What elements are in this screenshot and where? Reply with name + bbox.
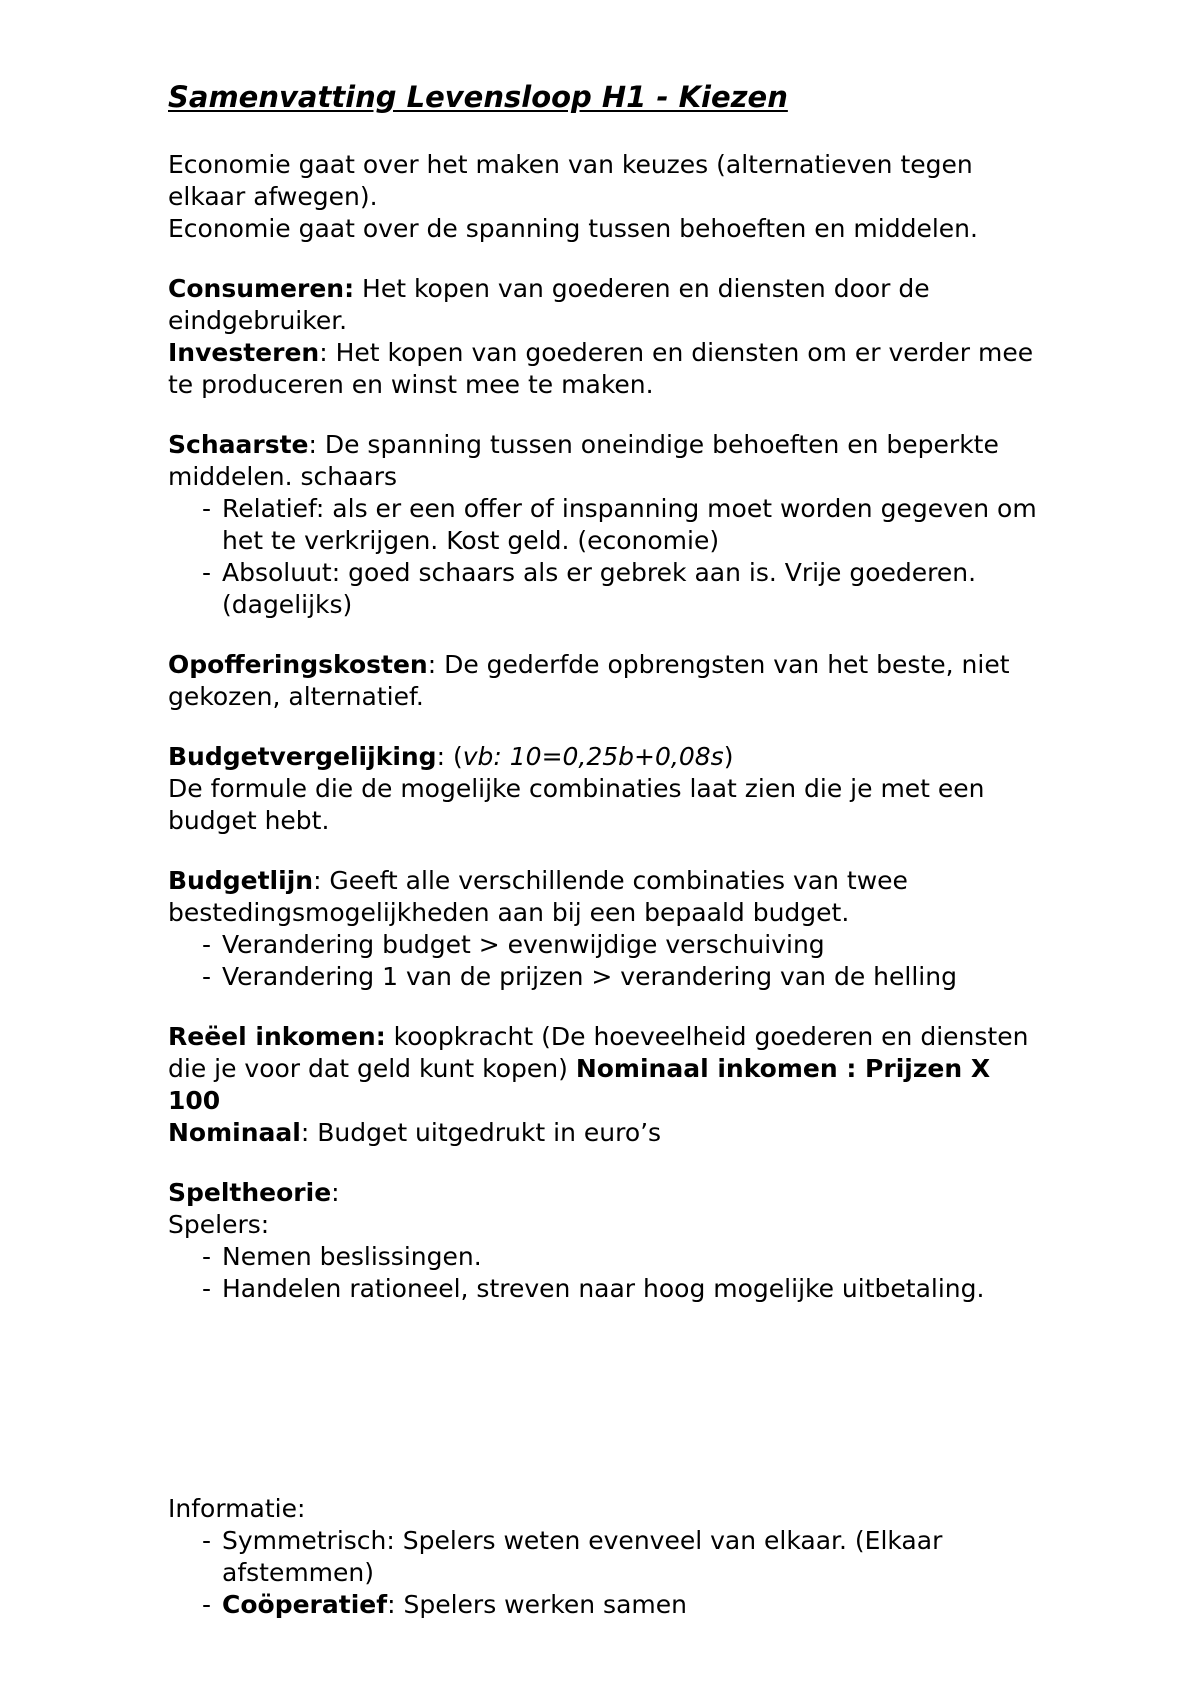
informatie-list [168, 1525, 1048, 1621]
nominaal-inkomen-formula: Nominaal inkomen : Prijzen X 100 [168, 1054, 991, 1115]
budgetlijn-term: Budgetlijn [168, 866, 314, 895]
list-item: - Coöperatief: Spelers werken samen [202, 1589, 1048, 1621]
nominaal-text: : Budget uitgedrukt in euro’s [300, 1118, 662, 1147]
nominaal-definition [168, 1117, 1048, 1149]
budgetlijn-list [168, 929, 1048, 993]
list-item: - Verandering budget > evenwijdige verschuiving [202, 929, 1048, 961]
intro-line-1: Economie gaat over het maken van keuzes (alternatieven tegen elkaar afwegen). [168, 150, 973, 211]
opofferingskosten-term: Opofferingskosten [168, 650, 428, 679]
cooperatief-term: Coöperatief [222, 1590, 388, 1619]
page-title: Samenvatting Levensloop H1 - Kiezen [168, 80, 788, 114]
consumeren-text: Het kopen van goederen en diensten door de eindgebruiker. [168, 274, 930, 335]
list-item: - Nemen beslissingen. [202, 1241, 1048, 1273]
schaarste-list [168, 493, 1048, 621]
spelers-list [168, 1241, 1048, 1305]
consumeren-term: Consumeren: [168, 274, 355, 303]
budgetvergelijking-definition: Budgetvergelijking: (vb: 10=0,25b+0,08s) [168, 742, 734, 771]
reeel-inkomen-definition [168, 1021, 1048, 1117]
schaarste-definition [168, 429, 1048, 493]
budgetlijn-definition [168, 865, 1048, 929]
investeren-text: : Het kopen van goederen en diensten om er verder mee te produceren en winst mee te maken. [168, 338, 1034, 399]
intro-line-2: Economie gaat over de spanning tussen behoeften en middelen. [168, 214, 978, 243]
speltheorie-heading: Speltheorie: [168, 1178, 340, 1207]
consumeren-definition [168, 273, 1048, 337]
document-body [168, 149, 1048, 1621]
investeren-definition [168, 337, 1048, 401]
budgetlijn-text: : Geeft alle verschillende combinaties van twee bestedingsmogelijkheden aan bij een bepaald budget. [168, 866, 908, 927]
nominaal-term: Nominaal [168, 1118, 301, 1147]
schaarste-text: : De spanning tussen oneindige behoeften en beperkte middelen. schaars [168, 430, 999, 491]
list-item: - Absoluut: goed schaars als er gebrek aan is. Vrije goederen. (dagelijks) [202, 557, 1048, 621]
investeren-term: Investeren [168, 338, 320, 367]
opofferingskosten-text: : De gederfde opbrengsten van het beste, niet gekozen, alternatief. [168, 650, 1010, 711]
informatie-label: Informatie: [168, 1494, 306, 1523]
list-item: - Relatief: als er een offer of inspanning moet worden gegeven om het te verkrijgen. Kost geld. (economie) [202, 493, 1048, 557]
budgetvergelijking-example: vb: 10=0,25b+0,08s [462, 742, 724, 771]
list-item: - Symmetrisch: Spelers weten evenveel van elkaar. (Elkaar afstemmen) [202, 1525, 1048, 1589]
schaarste-term: Schaarste [168, 430, 309, 459]
list-item: - Verandering 1 van de prijzen > verandering van de helling [202, 961, 1048, 993]
budgetvergelijking-term: Budgetvergelijking [168, 742, 437, 771]
reeel-term: Reëel inkomen: [168, 1022, 386, 1051]
list-item: - Handelen rationeel, streven naar hoog mogelijke uitbetaling. [202, 1273, 1048, 1305]
spelers-label: Spelers: [168, 1210, 270, 1239]
opofferingskosten-definition [168, 649, 1048, 713]
reeel-text: koopkracht (De hoeveelheid goederen en diensten die je voor dat geld kunt kopen) [168, 1022, 1029, 1083]
budgetvergelijking-text: De formule die de mogelijke combinaties laat zien die je met een budget hebt. [168, 774, 985, 835]
speltheorie-term: Speltheorie [168, 1178, 332, 1207]
